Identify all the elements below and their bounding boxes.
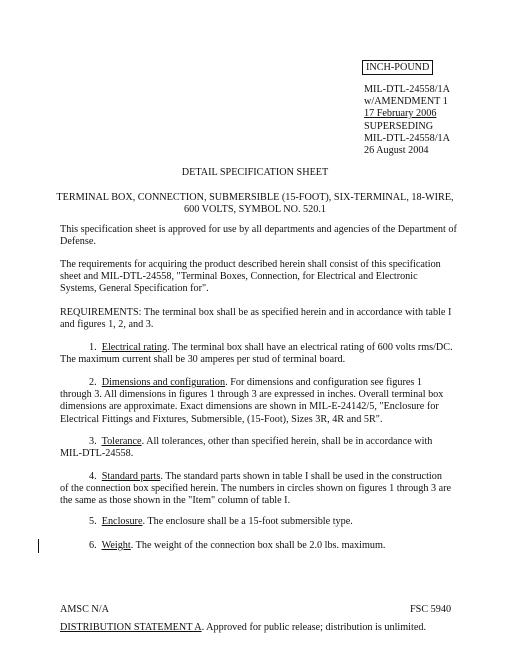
section-tolerance: 3. Tolerance. All tolerances, other than specified herein, shall be in accordance with MIL-DTL-24558.: [60, 436, 433, 460]
section-heading: Standard parts: [101, 471, 161, 482]
superseding-label: SUPERSEDING: [364, 120, 434, 132]
superseded-date: 26 August 2004: [364, 144, 429, 156]
fsc-code: FSC 5940: [410, 604, 452, 615]
superseded-document-id: MIL-DTL-24558/1A: [364, 132, 451, 144]
section-heading: Dimensions and configuration: [101, 377, 226, 388]
acquisition-requirements-paragraph: The requirements for acquiring the product described herein shall consist of this specification sheet and MIL-DTL-24558, "Terminal Boxes, Connection, for Electrical and Electronic Systems, General Specification for".: [60, 259, 441, 295]
revision-bar: [38, 539, 39, 553]
amsc-code: AMSC N/A: [60, 604, 109, 615]
section-dimensions-configuration: 2. Dimensions and configuration. For dimensions and configuration see figures 1 through 3. All dimensions in figures 1 through 3 are expressed in inches. Overall terminal box dimensions are approximate. Exact dimensions are shown in MIL-E-24142/5, "Enclosure for Electrical Fittings and Fixtures, Submersible, (15-Foot), Sizes 3R, 4R and 5R".: [60, 377, 444, 425]
section-heading: Weight: [101, 540, 131, 551]
approval-paragraph: This specification sheet is approved for use by all departments and agencies of the Department of Defense.: [60, 224, 457, 248]
item-title-line-2: 600 VOLTS, SYMBOL NO. 520.1: [184, 204, 326, 215]
inch-pound-box: INCH-POUND: [362, 60, 433, 75]
item-title-line-1: TERMINAL BOX, CONNECTION, SUBMERSIBLE (15-FOOT), SIX-TERMINAL, 18-WIRE,: [56, 192, 454, 203]
section-heading: Electrical rating: [101, 342, 168, 353]
section-electrical-rating: 1. Electrical rating. The terminal box shall have an electrical rating of 600 volts rms/DC. The maximum current shall be 30 amperes per stud of terminal board.: [60, 342, 453, 366]
section-standard-parts: 4. Standard parts. The standard parts shown in table I shall be used in the construction of the connection box specified herein. The numbers in circles shown on figures 1 through 3 are the same as those shown in the "Item" column of table I.: [60, 471, 452, 507]
section-heading: Enclosure: [101, 516, 143, 527]
requirements-heading-paragraph: REQUIREMENTS: The terminal box shall be as specified herein and in accordance with table I and figures 1, 2, and 3.: [60, 307, 452, 331]
document-identifier-block: [364, 84, 450, 157]
amendment-label: w/AMENDMENT 1: [364, 96, 448, 108]
section-heading: Tolerance: [101, 436, 142, 447]
section-enclosure: 5. Enclosure. The enclosure shall be a 15-foot submersible type.: [89, 516, 353, 527]
sheet-title: DETAIL SPECIFICATION SHEET: [181, 167, 329, 178]
document-date: 17 February 2006: [364, 108, 437, 120]
document-id: MIL-DTL-24558/1A: [364, 84, 451, 95]
section-weight: 6. Weight. The weight of the connection box shall be 2.0 lbs. maximum.: [89, 540, 386, 551]
distribution-statement: DISTRIBUTION STATEMENT A. Approved for public release; distribution is unlimited.: [60, 622, 426, 633]
